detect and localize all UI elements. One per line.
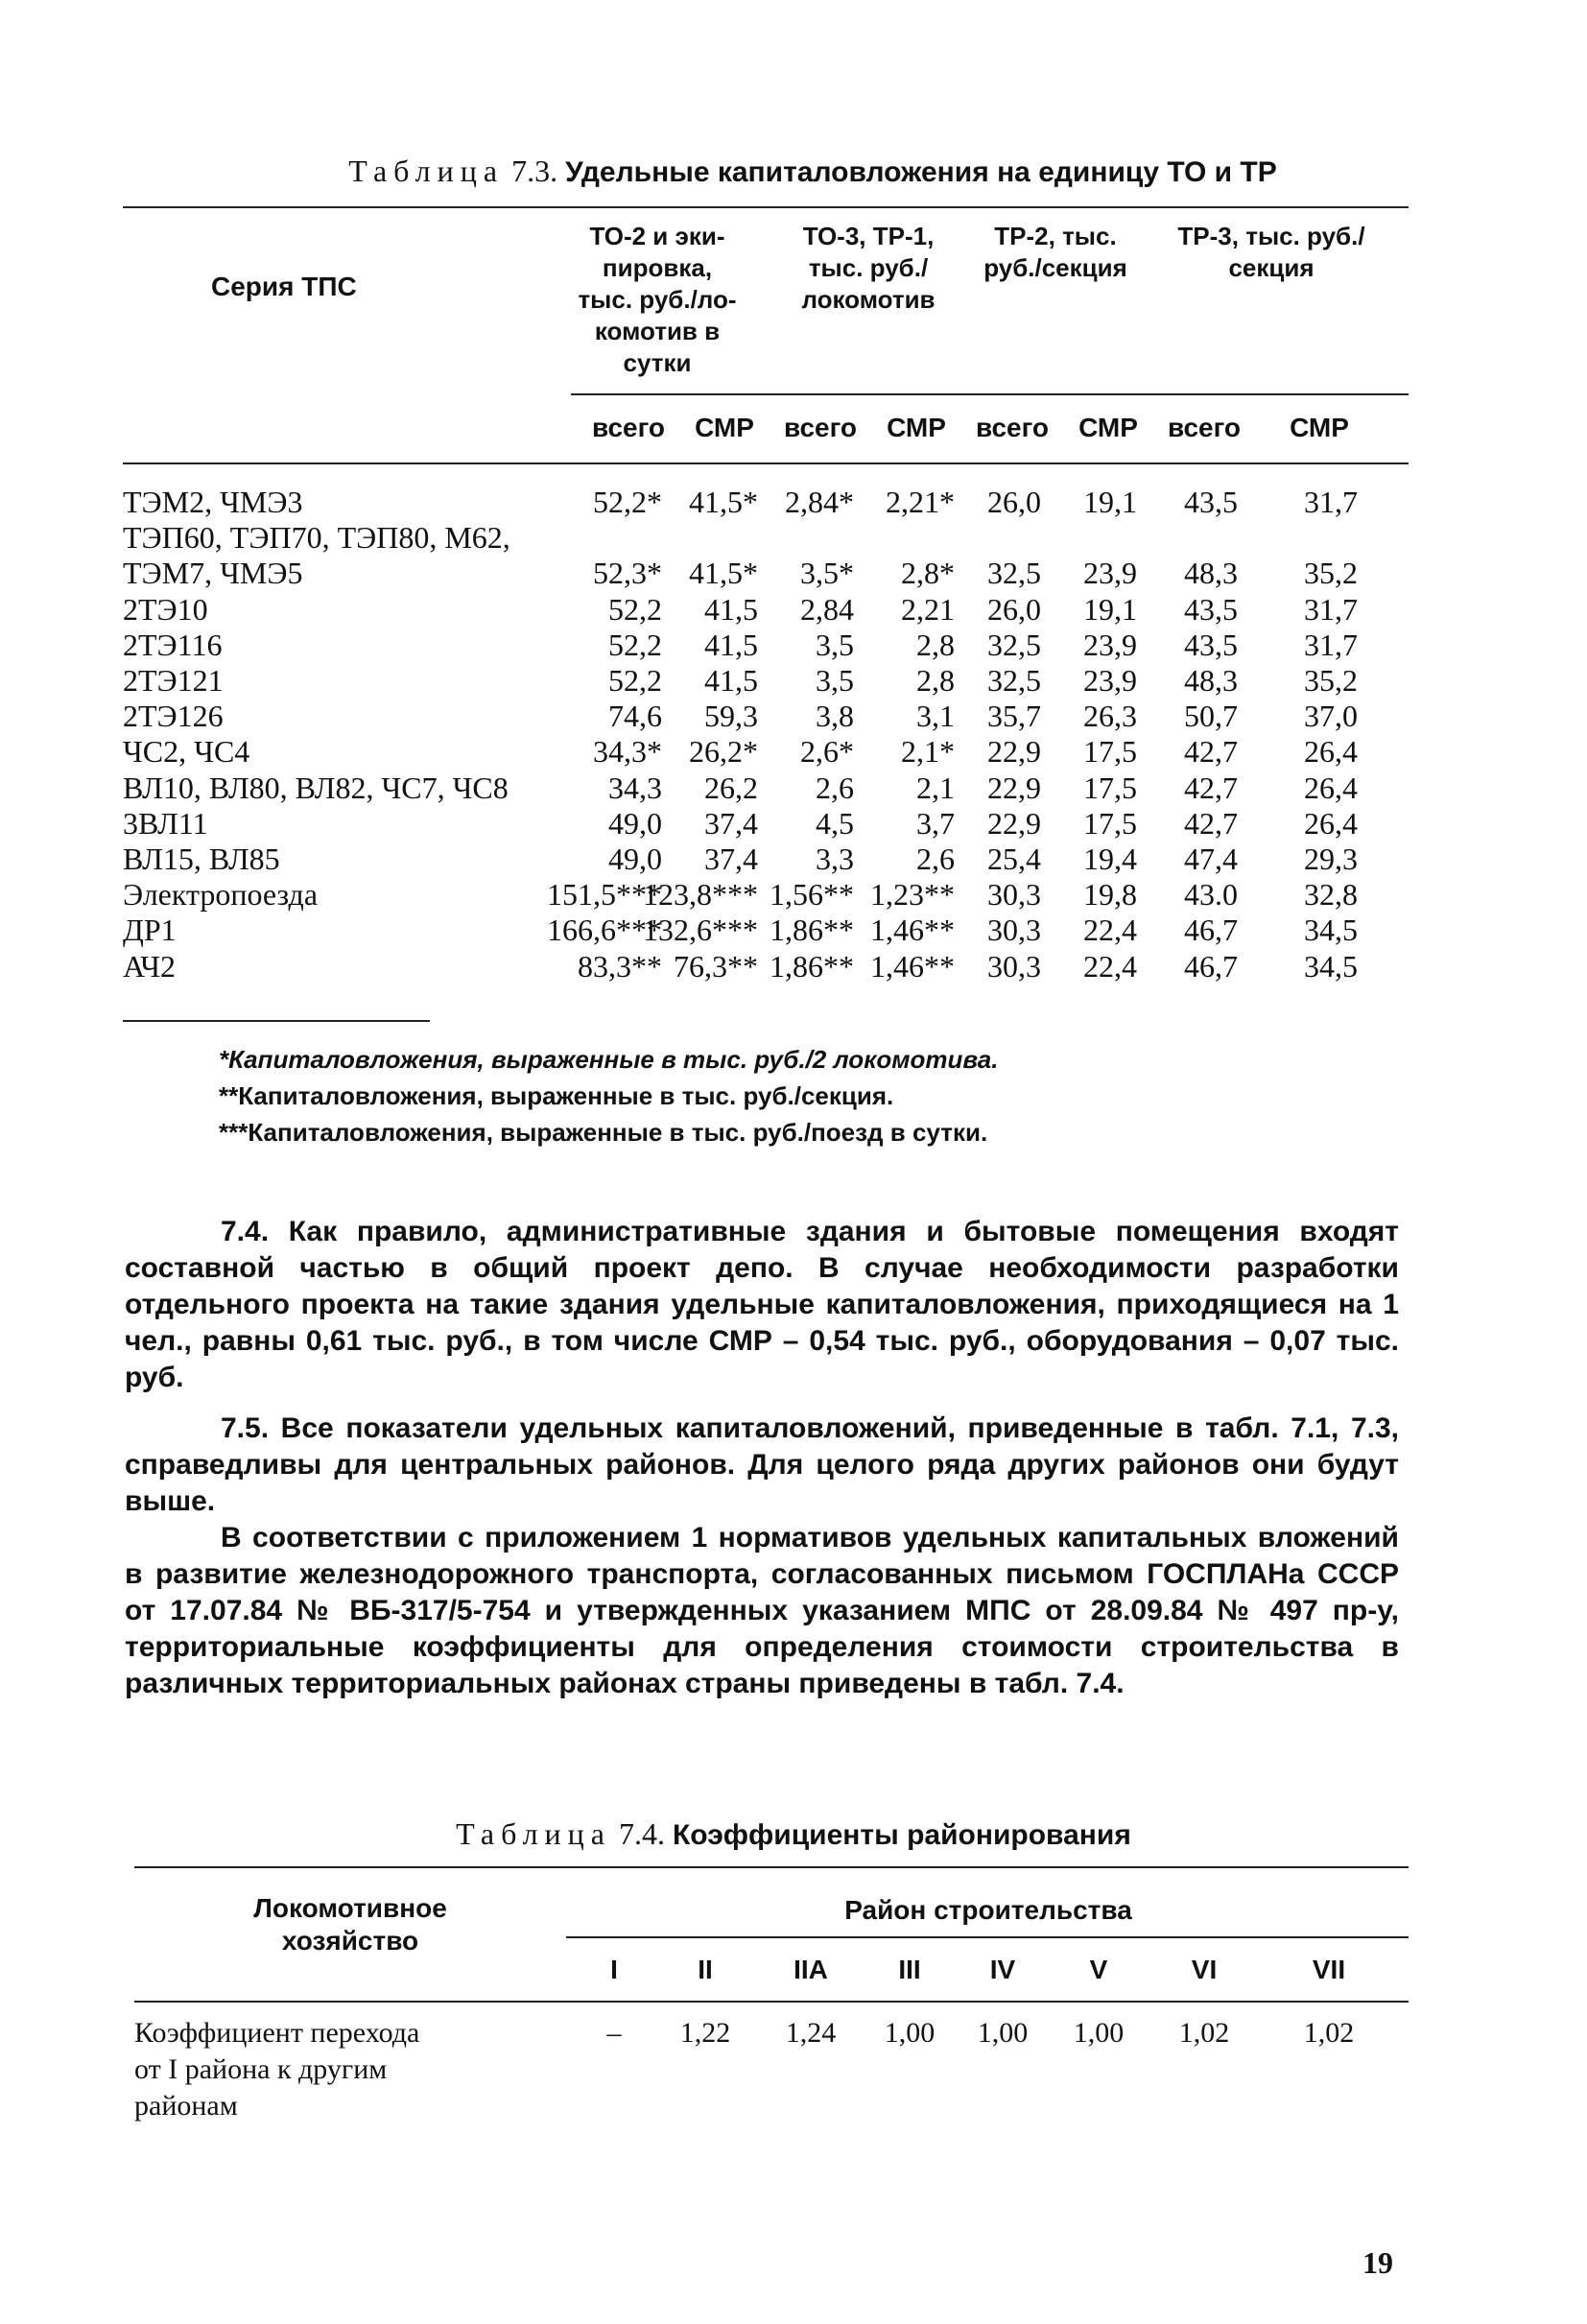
region-header: IV — [989, 1955, 1016, 1984]
table-row — [0, 771, 1587, 806]
table-number: 7.3. — [511, 154, 558, 188]
row-series-name: 2ТЭ121 — [123, 663, 224, 698]
table-cell: 26,4 — [1304, 805, 1358, 841]
paragraph-7-5 — [125, 1411, 1399, 1702]
paragraph-text: В соответствии с приложением 1 нормативов удельных капитальных вложений в развитие железнодорожного транспорта, согласованных письмом ГОСПЛАНа СССР от 17.07.84 № ВБ-317/5-754 и утвержденных указанием МПС от 28.09.84 № 497 пр-у, территориальные коэффициенты для определения стоимости строительства в различных территориальных районах страны приведены в табл. 7.4. — [125, 1522, 1399, 1699]
table-cell: 52,3* — [593, 556, 662, 591]
subheader-total: всего — [591, 413, 666, 442]
table-title: Удельные капиталовложения на единицу ТО и ТР — [565, 156, 1277, 188]
table-cell: 19,1 — [1083, 591, 1137, 627]
table-cell: 32,5 — [987, 556, 1041, 591]
table-cell: 23,9 — [1083, 627, 1137, 662]
group-header: Район строительства — [844, 1895, 1132, 1925]
footnote: ***Капиталовложения, выраженные в тыс. руб./поезд в сутки. — [219, 1118, 988, 1147]
table-cell: 1,86** — [770, 948, 854, 984]
region-header: IIA — [794, 1955, 828, 1984]
table-cell: 47,4 — [1184, 842, 1238, 876]
table-row — [0, 485, 1587, 520]
footnote-rule — [123, 1020, 430, 1022]
table-cell: 19,8 — [1083, 877, 1137, 913]
row-series-name: ВЛ15, ВЛ85 — [123, 842, 280, 876]
table-cell: 30,3 — [987, 913, 1041, 948]
table-cell: 48,3 — [1184, 663, 1238, 698]
table-cell: 17,5 — [1083, 805, 1137, 841]
row-series-name: ТЭП60, ТЭП70, ТЭП80, М62, — [123, 520, 510, 556]
table-row — [0, 556, 1587, 591]
table-cell: 4,5 — [816, 805, 854, 841]
table-cell: 26,4 — [1304, 770, 1358, 805]
table-number: 7.4. — [618, 1816, 665, 1851]
paragraph-text: 7.4. Как правило, административные здания и бытовые помещения входят составной частью в общий проект депо. В случае необходимости разработки отдельного проекта на такие здания удельные капиталовложения, приходящиеся на 1 чел., равны 0,61 тыс. руб., в том числе СМР – 0,54 тыс. руб., оборудования – 0,07 тыс. руб. — [125, 1216, 1399, 1393]
table-cell: 52,2 — [608, 591, 662, 627]
col-header-tr3: ТР-3, тыс. руб./ секция — [1177, 222, 1365, 282]
table-row — [0, 663, 1587, 699]
coefficient-row-label: Коэффициент перехода от I района к другим районам — [134, 2017, 420, 2122]
region-header: I — [610, 1955, 618, 1984]
table-cell: 2,1 — [916, 770, 955, 805]
table-row — [0, 734, 1587, 770]
table-cell: 22,4 — [1083, 913, 1137, 948]
table-row — [0, 699, 1587, 734]
table-row — [0, 842, 1587, 877]
table-cell: 35,2 — [1304, 556, 1358, 591]
table-cell: 23,9 — [1083, 556, 1137, 591]
table-row — [0, 520, 1587, 556]
table-cell: 2,1* — [901, 734, 955, 770]
table-cell: 30,3 — [987, 877, 1041, 913]
table-cell: 43.0 — [1184, 877, 1238, 913]
header-bottom-rule — [123, 462, 1409, 464]
coefficient-value: 1,02 — [1178, 2017, 1230, 2049]
col-header-tr2: ТР-2, тыс. руб./секция — [983, 222, 1127, 282]
table-cell: 59,3 — [704, 699, 758, 734]
table-cell: 41,5* — [689, 485, 758, 519]
coefficient-value: 1,22 — [679, 2017, 731, 2049]
row-series-name: 2ТЭ116 — [123, 627, 223, 662]
table-cell: 52,2* — [593, 485, 662, 519]
region-header: V — [1089, 1955, 1108, 1984]
table-cell: 1,56** — [770, 877, 854, 913]
subheader-smr: СМР — [695, 413, 754, 442]
table-cell: 48,3 — [1184, 556, 1238, 591]
table-cell: 41,5 — [704, 627, 758, 662]
table-cell: 32,5 — [987, 627, 1041, 662]
paragraph-7-4 — [125, 1214, 1399, 1396]
subheader-total: всего — [783, 413, 858, 442]
table-7-4-caption — [0, 1816, 1587, 1852]
table-cell: 22,9 — [987, 805, 1041, 841]
table-title: Коэффициенты районирования — [672, 1819, 1131, 1851]
table-cell: 43,5 — [1184, 591, 1238, 627]
table-cell: 26,0 — [987, 485, 1041, 519]
coefficient-value: 1,00 — [884, 2017, 936, 2049]
table-cell: 32,8 — [1304, 877, 1358, 913]
region-header: III — [898, 1955, 921, 1984]
table-cell: 123,8*** — [643, 877, 758, 913]
coefficient-value: 1,00 — [1073, 2017, 1125, 2049]
table-cell: 3,5* — [800, 556, 854, 591]
table-cell: 31,7 — [1304, 591, 1358, 627]
row-series-name: АЧ2 — [123, 948, 177, 984]
footnote: **Капиталовложения, выраженные в тыс. руб./секция. — [219, 1081, 894, 1110]
table-cell: 46,7 — [1184, 913, 1238, 948]
page-number: 19 — [1362, 2245, 1393, 2280]
subheader-smr: СМР — [1078, 413, 1138, 442]
table-cell: 49,0 — [608, 842, 662, 876]
table74-bottom-rule — [134, 2001, 1409, 2003]
col-header-to3: ТО-3, ТР-1, тыс. руб./ локомотив — [801, 222, 936, 314]
table-cell: 74,6 — [608, 699, 662, 734]
table-cell: 34,3* — [593, 734, 662, 770]
table-cell: 43,5 — [1184, 485, 1238, 519]
coefficient-value: 1,02 — [1303, 2017, 1355, 2049]
table-cell: 3,5 — [816, 627, 854, 662]
coefficient-value: 1,24 — [785, 2017, 837, 2049]
row-series-name: ТЭМ7, ЧМЭ5 — [123, 556, 303, 591]
table-cell: 3,8 — [816, 699, 854, 734]
table-cell: 30,3 — [987, 948, 1041, 984]
table-cell: 17,5 — [1083, 770, 1137, 805]
table-cell: 19,4 — [1083, 842, 1137, 876]
subheader-total: всего — [1167, 413, 1242, 442]
table-cell: 34,3 — [608, 770, 662, 805]
table-cell: 23,9 — [1083, 663, 1137, 698]
paragraph-text: 7.5. Все показатели удельных капиталовложений, приведенные в табл. 7.1, 7.3, справедливы для центральных районов. Для целого ряда других районов они будут выше. — [125, 1412, 1399, 1517]
table-cell: 3,1 — [916, 699, 955, 734]
table-cell: 1,46** — [870, 948, 955, 984]
table-cell: 1,46** — [870, 913, 955, 948]
table-cell: 2,8 — [916, 663, 955, 698]
row-series-name: 2ТЭ10 — [123, 591, 208, 627]
row-series-name: ВЛ10, ВЛ80, ВЛ82, ЧС7, ЧС8 — [123, 770, 509, 805]
series-header: Серия ТПС — [211, 272, 357, 301]
table-cell: 29,3 — [1304, 842, 1358, 876]
row-series-name: 3ВЛ11 — [123, 805, 208, 841]
table-row — [0, 877, 1587, 913]
table-cell: 34,5 — [1304, 948, 1358, 984]
table-cell: 2,21 — [901, 591, 955, 627]
header-mid-rule — [571, 393, 1409, 395]
table-cell: 22,9 — [987, 734, 1041, 770]
subheader-smr: СМР — [887, 413, 946, 442]
table-cell: 22,9 — [987, 770, 1041, 805]
table-top-rule — [123, 206, 1409, 208]
row-series-name: ЧС2, ЧС4 — [123, 734, 250, 770]
table-cell: 3,3 — [816, 842, 854, 876]
table-cell: 52,2 — [608, 663, 662, 698]
region-header: VI — [1191, 1955, 1218, 1984]
table74-top-rule — [134, 1866, 1409, 1868]
table-cell: 3,5 — [816, 663, 854, 698]
table-cell: 2,84 — [800, 591, 854, 627]
table-cell: 2,21* — [886, 485, 955, 519]
table-cell: 37,4 — [704, 842, 758, 876]
table-cell: 166,6*** — [547, 913, 662, 948]
row-header: Локомотивное хозяйство — [253, 1893, 447, 1956]
table-cell: 41,5 — [704, 663, 758, 698]
table-row — [0, 628, 1587, 663]
col-header-to2: ТО-2 и эки- пировка, тыс. руб./ло- комотив в сутки — [578, 222, 737, 377]
coefficient-value: – — [606, 2017, 622, 2049]
table-cell: 2,6 — [916, 842, 955, 876]
row-series-name: 2ТЭ126 — [123, 699, 224, 734]
table-row — [0, 949, 1587, 984]
table-cell: 2,6* — [800, 734, 854, 770]
table-cell: 26,4 — [1304, 734, 1358, 770]
table-row — [0, 913, 1587, 948]
table-cell: 76,3** — [674, 948, 758, 984]
table-cell: 42,7 — [1184, 734, 1238, 770]
table-cell: 3,7 — [916, 805, 955, 841]
region-header: II — [698, 1955, 713, 1984]
table-cell: 2,84* — [785, 485, 854, 519]
table-label: Таблица — [456, 1816, 611, 1851]
table-7-3-caption — [0, 154, 1587, 189]
table-row — [0, 592, 1587, 628]
table-cell: 49,0 — [608, 805, 662, 841]
table-cell: 26,2* — [689, 734, 758, 770]
table-cell: 19,1 — [1083, 485, 1137, 519]
table-cell: 26,0 — [987, 591, 1041, 627]
row-series-name: Электропоезда — [123, 877, 319, 913]
footnote: *Капиталовложения, выраженные в тыс. руб./2 локомотива. — [219, 1045, 999, 1074]
table-cell: 26,3 — [1083, 699, 1137, 734]
table-cell: 83,3** — [578, 948, 662, 984]
table-cell: 2,8 — [916, 627, 955, 662]
table-cell: 1,23** — [870, 877, 955, 913]
row-series-name: ТЭМ2, ЧМЭ3 — [123, 485, 303, 519]
table-cell: 35,7 — [987, 699, 1041, 734]
table-cell: 1,86** — [770, 913, 854, 948]
table-cell: 26,2 — [704, 770, 758, 805]
table-cell: 25,4 — [987, 842, 1041, 876]
table-cell: 22,4 — [1083, 948, 1137, 984]
table-cell: 2,6 — [816, 770, 854, 805]
subheader-total: всего — [975, 413, 1050, 442]
subheader-smr: СМР — [1290, 413, 1349, 442]
table-cell: 17,5 — [1083, 734, 1137, 770]
coefficient-value: 1,00 — [977, 2017, 1029, 2049]
table-notes — [219, 1041, 998, 1150]
row-series-name: ДР1 — [123, 913, 177, 948]
table-cell: 37,0 — [1304, 699, 1358, 734]
table-cell: 41,5 — [704, 591, 758, 627]
table-cell: 34,5 — [1304, 913, 1358, 948]
table-cell: 46,7 — [1184, 948, 1238, 984]
region-header: VII — [1312, 1955, 1346, 1984]
table-cell: 31,7 — [1304, 485, 1358, 519]
table-label: Таблица — [348, 154, 505, 188]
table-cell: 35,2 — [1304, 663, 1358, 698]
table-cell: 42,7 — [1184, 770, 1238, 805]
table-cell: 42,7 — [1184, 805, 1238, 841]
table-cell: 37,4 — [704, 805, 758, 841]
table74-mid-rule — [566, 1936, 1409, 1938]
table-row — [0, 806, 1587, 842]
table-cell: 132,6*** — [643, 913, 758, 948]
table-cell: 151,5*** — [547, 877, 662, 913]
table-cell: 2,8* — [901, 556, 955, 591]
table-cell: 32,5 — [987, 663, 1041, 698]
table-cell: 43,5 — [1184, 627, 1238, 662]
table-cell: 41,5* — [689, 556, 758, 591]
table-cell: 52,2 — [608, 627, 662, 662]
table-cell: 50,7 — [1184, 699, 1238, 734]
table-cell: 31,7 — [1304, 627, 1358, 662]
